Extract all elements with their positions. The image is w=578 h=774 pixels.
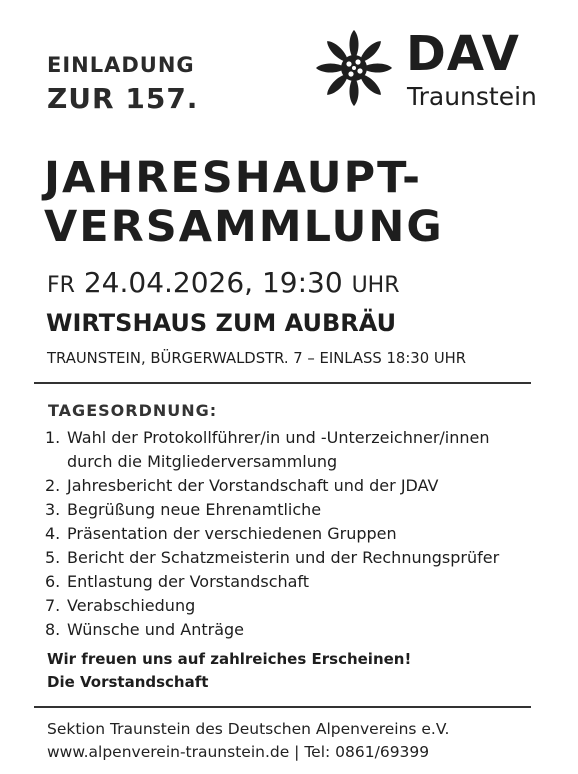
agenda-item [45, 618, 525, 642]
closing-line-1: Wir freuen uns auf zahlreiches Erscheinen! [47, 650, 412, 668]
footer-line-2: www.alpenverein-traunstein.de | Tel: 0861/69399 [47, 743, 430, 761]
agenda-item-text: Bericht der Schatzmeisterin und der Rechnungsprüfer [67, 548, 500, 567]
divider-top [34, 382, 531, 384]
agenda-item-text: Wahl der Protokollführer/in und -Unterzeichner/innen durch die Mitgliederversammlung [67, 428, 490, 471]
agenda-item-number: 4. [45, 524, 61, 543]
dav-logo [314, 26, 549, 120]
closing-line-2: Die Vorstandschaft [47, 673, 209, 691]
agenda-item [45, 570, 525, 594]
agenda-item-number: 7. [45, 596, 61, 615]
headline-line-2: VERSAMMLUNG [44, 202, 444, 252]
agenda-item-number: 5. [45, 548, 61, 567]
agenda-item [45, 522, 525, 546]
event-datetime: 24.04.2026, 19:30 [83, 266, 343, 299]
agenda-item-number: 6. [45, 572, 61, 591]
agenda-item-text: Jahresbericht der Vorstandschaft und der JDAV [67, 476, 439, 495]
agenda-item-number: 2. [45, 476, 61, 495]
edelweiss-icon [314, 30, 394, 106]
agenda-item [45, 474, 525, 498]
logo-name: DAV [406, 26, 520, 82]
agenda-title: TAGESORDNUNG: [48, 401, 218, 420]
event-day: FR [47, 273, 75, 298]
agenda-list [45, 426, 525, 642]
logo-section: Traunstein [407, 82, 537, 111]
agenda-item [45, 498, 525, 522]
event-time-suffix: UHR [351, 273, 400, 298]
headline-line-1: JAHRESHAUPT- [44, 153, 422, 203]
agenda-item-text: Wünsche und Anträge [67, 620, 244, 639]
agenda-item-number: 1. [45, 428, 61, 447]
event-address: TRAUNSTEIN, BÜRGERWALDSTR. 7 – EINLASS 18:30 UHR [47, 350, 467, 367]
agenda-item-text: Verabschiedung [67, 596, 196, 615]
footer-line-1: Sektion Traunstein des Deutschen Alpenvereins e.V. [47, 720, 450, 738]
event-venue: WIRTSHAUS ZUM AUBRÄU [46, 309, 397, 337]
agenda-item [45, 594, 525, 618]
divider-bottom [34, 706, 531, 708]
agenda-item-text: Begrüßung neue Ehrenamtliche [67, 500, 322, 519]
agenda-item-number: 8. [45, 620, 61, 639]
agenda-item [45, 426, 525, 474]
invitation-line-1: EINLADUNG [47, 53, 195, 77]
invitation-line-2: ZUR 157. [47, 82, 199, 115]
event-date-line [47, 266, 400, 299]
agenda-item-number: 3. [45, 500, 61, 519]
agenda-item-text: Entlastung der Vorstandschaft [67, 572, 310, 591]
agenda-item [45, 546, 525, 570]
agenda-item-text: Präsentation der verschiedenen Gruppen [67, 524, 397, 543]
